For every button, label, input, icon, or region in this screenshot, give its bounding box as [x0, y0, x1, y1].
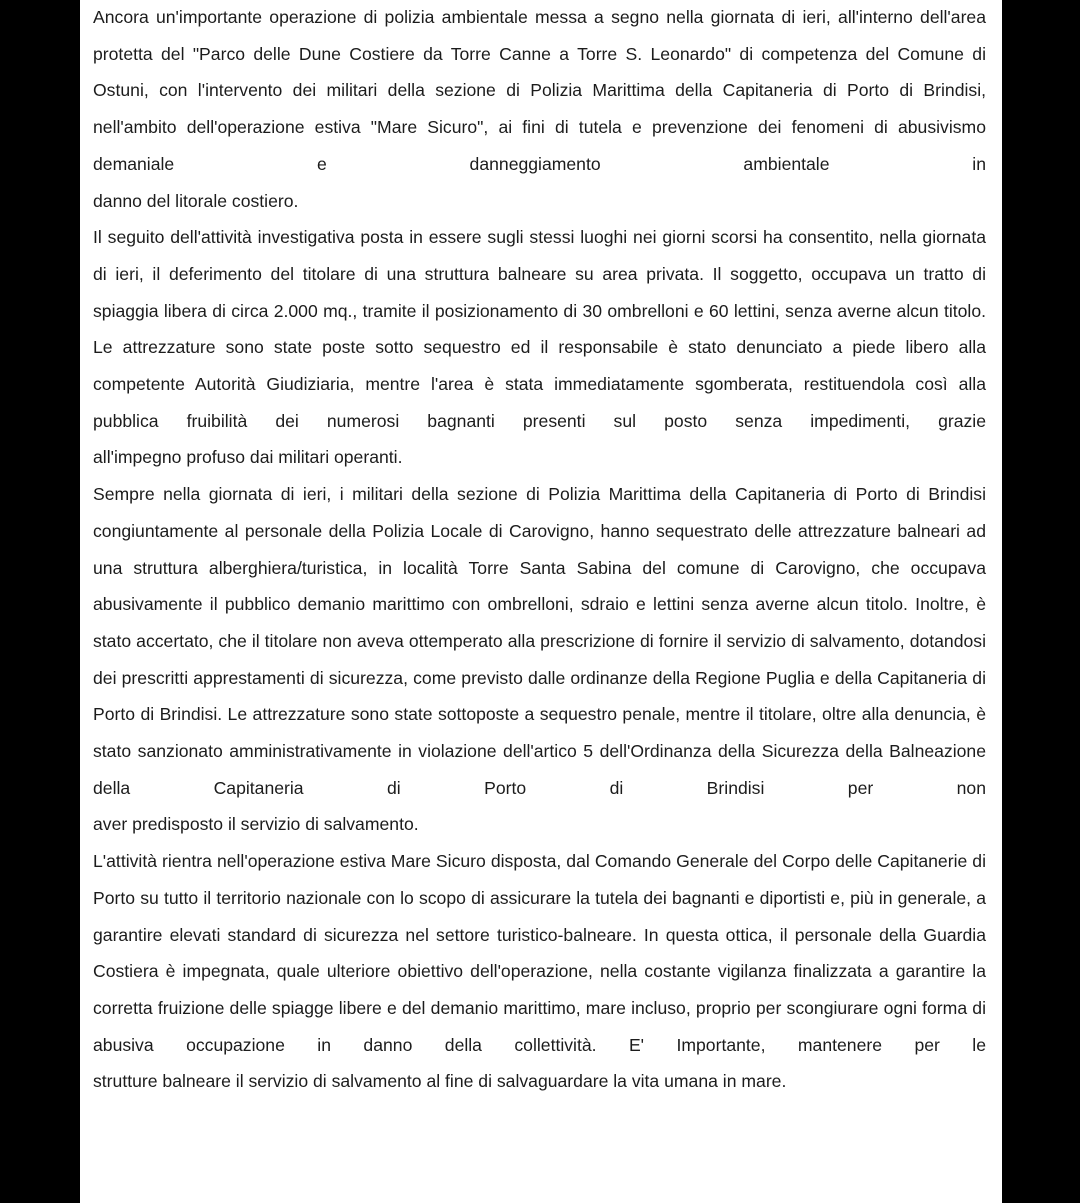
- paragraph-last-line: danno del litorale costiero.: [93, 190, 299, 211]
- paragraph-last-line: strutture balneare il servizio di salvamento al fine di salvaguardare la vita umana in mare.: [93, 1071, 787, 1092]
- paragraph-last-line: aver predisposto il servizio di salvamento.: [93, 814, 419, 835]
- article-body: [93, 0, 986, 1100]
- paragraph-text: Sempre nella giornata di ieri, i militari della sezione di Polizia Marittima della Capitaneria di Porto di Brindisi congiuntamente al personale della Polizia Locale di Carovigno, hanno sequestrato delle attrezzature balneari ad una struttura alberghiera/turistica, in località Torre Santa Sabina del comune di Carovigno, che occupava abusivamente il pubblico demanio marittimo con ombrelloni, sdraio e lettini senza averne alcun titolo. Inoltre, è stato accertato, che il titolare non aveva ottemperato alla prescrizione di fornire il servizio di salvamento, dotandosi dei prescritti apprestamenti di sicurezza, come previsto dalle ordinanze della Regione Puglia e della Capitaneria di Porto di Brindisi. Le attrezzature sono state sottoposte a sequestro penale, mentre il titolare, oltre alla denuncia, è stato sanzionato amministrativamente in violazione dell'artico 5 dell'Ordinanza della Sicurezza della Balneazione della Capitaneria di Porto di Brindisi per non: [93, 484, 986, 798]
- paragraph-last-line: all'impegno profuso dai militari operanti.: [93, 447, 403, 468]
- document-page: [80, 0, 1002, 1203]
- paragraph-4: [93, 843, 986, 1100]
- paragraph-3: [93, 476, 986, 843]
- paragraph-text: Ancora un'importante operazione di polizia ambientale messa a segno nella giornata di ieri, all'interno dell'area protetta del "Parco delle Dune Costiere da Torre Canne a Torre S. Leonardo" di competenza del Comune di Ostuni, con l'intervento dei militari della sezione di Polizia Marittima della Capitaneria di Porto di Brindisi, nell'ambito dell'operazione estiva "Mare Sicuro", ai fini di tutela e prevenzione dei fenomeni di abusivismo demaniale e danneggiamento ambientale in: [93, 7, 986, 174]
- paragraph-text: L'attività rientra nell'operazione estiva Mare Sicuro disposta, dal Comando Generale del Corpo delle Capitanerie di Porto su tutto il territorio nazionale con lo scopo di assicurare la tutela dei bagnanti e diportisti e, più in generale, a garantire elevati standard di sicurezza nel settore turistico-balneare. In questa ottica, il personale della Guardia Costiera è impegnata, quale ulteriore obiettivo dell'operazione, nella costante vigilanza finalizzata a garantire la corretta fruizione delle spiagge libere e del demanio marittimo, mare incluso, proprio per scongiurare ogni forma di abusiva occupazione in danno della collettività. E' Importante, mantenere per le: [93, 851, 986, 1055]
- paragraph-2: [93, 219, 986, 476]
- paragraph-text: Il seguito dell'attività investigativa posta in essere sugli stessi luoghi nei giorni scorsi ha consentito, nella giornata di ieri, il deferimento del titolare di una struttura balneare su area privata. Il soggetto, occupava un tratto di spiaggia libera di circa 2.000 mq., tramite il posizionamento di 30 ombrelloni e 60 lettini, senza averne alcun titolo. Le attrezzature sono state poste sotto sequestro ed il responsabile è stato denunciato a piede libero alla competente Autorità Giudiziaria, mentre l'area è stata immediatamente sgomberata, restituendola così alla pubblica fruibilità dei numerosi bagnanti presenti sul posto senza impedimenti, grazie: [93, 227, 986, 431]
- paragraph-1: [93, 0, 986, 219]
